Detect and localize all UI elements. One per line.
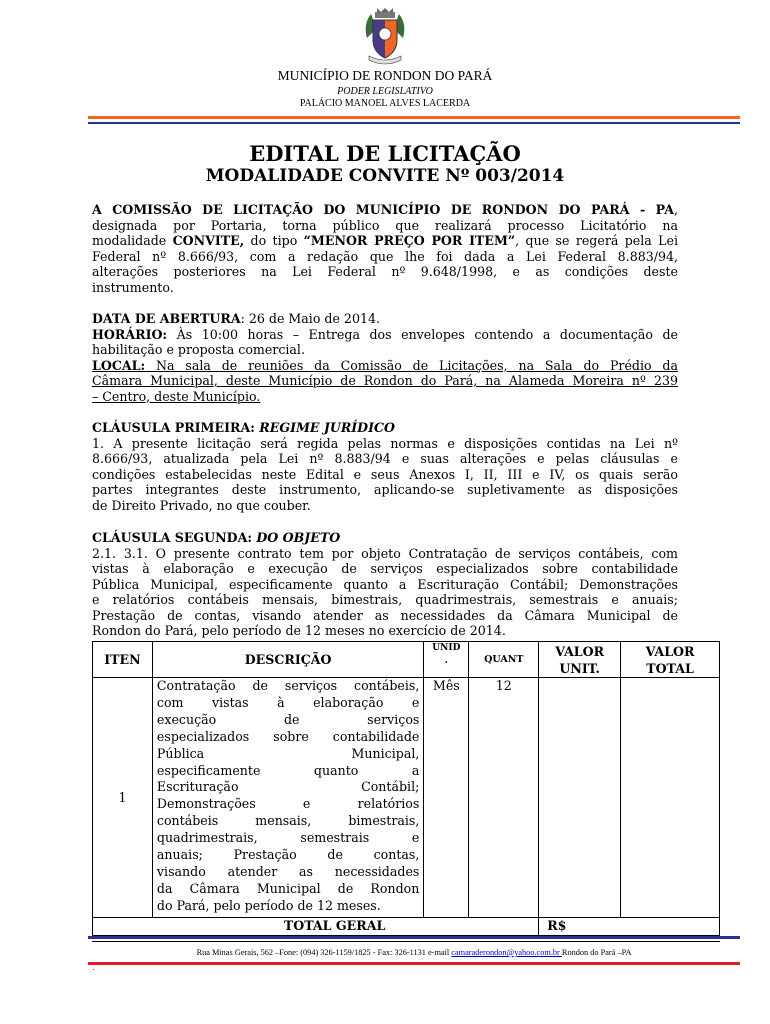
clause-one-line: condições estabelecidas neste Edital e seus Anexos I, II, III e IV, os quais serão [92,466,678,482]
clause-two-heading: CLÁUSULA SEGUNDA: DO OBJETO [92,530,341,545]
opening-place: LOCAL: Na sala de reuniões da Comissão de Licitações, na Sala do Prédio da [92,357,678,373]
row-total-value [621,678,720,918]
footer-rule-blue [88,936,740,939]
clause-two-line: e relatórios contábeis mensais, bimestrais, quadrimestrais, semestrais e anuais; [92,592,678,607]
intro-paragraph [92,202,678,295]
document-title: EDITAL DE LICITAÇÃO [249,141,521,166]
items-table [92,641,720,936]
intro-line: Federal nº 8.666/93, com a redação que lhe foi dada a Lei Federal 8.883/94, [92,248,678,264]
header-quantity: QUANT [469,642,539,678]
intro-line: modalidade CONVITE, do tipo “MENOR PREÇO POR ITEM”, que se regerá pela Lei [92,233,678,248]
header-description: DESCRIÇÃO [152,642,423,678]
total-currency: R$ [539,918,720,936]
document-subtitle: MODALIDADE CONVITE Nº 003/2014 [205,166,565,186]
municipal-crest-icon [361,8,409,66]
header-rule-blue [88,122,740,124]
footer-mark: . [92,963,95,972]
intro-line: A COMISSÃO DE LICITAÇÃO DO MUNICÍPIO DE RONDON DO PARÁ - PA, [92,202,678,217]
opening-time: HORÁRIO: Às 10:00 horas – Entrega dos envelopes contendo a documentação de [92,326,678,342]
footer-contact: Rua Minas Gerais, 562 –Fone: (094) 326-1159/1825 - Fax: 326-1131 e-mail camaraderondon@yahoo.com.br Rondon do Pará –PA [196,948,632,957]
clause-one-line: de Direito Privado, no que couber. [92,497,311,513]
table-header-row [93,642,720,678]
intro-line: instrumento. [92,279,174,295]
header-item: ITEN [93,642,153,678]
row-item: 1 [93,678,153,918]
row-unit: Mês [424,678,469,918]
row-unit-value [539,678,621,918]
clause-two-line: 2.1. 3.1. O presente contrato tem por objeto Contratação de serviços contábeis, com [92,545,678,561]
opening-time-cont: habilitação e proposta comercial. [92,342,305,357]
opening-place-end: – Centro, deste Município. [92,388,261,404]
row-description: Contratação de serviços contábeis, com vistas à elaboração e execução de serviços especializados sobre contabilidade Pública Municipal, especificamente quanto a Escrituração Contábil; Demonstrações e relatórios contábeis mensais, bimestrais, quadrimestrais, semestrais e anuais; Prestação de contas, visando atender as necessidades da Câmara Municipal de Rondon do Pará, pelo período de 12 meses. [152,678,423,918]
header-unit: UNID . [424,642,469,678]
footer-rule-red [88,962,740,965]
table-total-row [93,918,720,936]
clause-two-line: Pública Municipal, especificamente quanto a Escrituração Contábil; Demonstrações [92,576,678,592]
opening-place-cont: Câmara Municipal, deste Município de Rondon do Pará, na Alameda Moreira nº 239 [92,373,678,388]
palace-name: PALÁCIO MANOEL ALVES LACERDA [299,98,471,109]
legislative-branch: PODER LEGISLATIVO [337,86,433,97]
total-label: TOTAL GERAL [93,918,539,936]
clause-two-line: Prestação de contas, visando atender as necessidades da Câmara Municipal de [92,607,678,623]
clause-one [92,420,678,513]
municipality-name: MUNICÍPIO DE RONDON DO PARÁ [277,68,493,83]
clause-one-line: partes integrantes deste instrumento, aplicando-se supletivamente as disposições [92,482,678,497]
header-total-value: VALOR TOTAL [621,642,720,678]
clause-two-line: vistas à elaboração e execução de serviços especializados sobre contabilidade [92,561,678,576]
header-unit-value: VALOR UNIT. [539,642,621,678]
clause-one-line: 1. A presente licitação será regida pelas normas e disposições contidas na Lei nº [92,435,678,451]
clause-two-line: Rondon do Pará, pelo período de 12 meses no exercício de 2014. [92,623,506,638]
clause-one-line: 8.666/93, atualizada pela Lei nº 8.883/94 e suas alterações e pelas cláusulas e [92,451,678,466]
header-rule-orange [88,116,740,119]
footer-rule-thin [92,941,720,942]
clause-one-heading: CLÁUSULA PRIMEIRA: REGIME JURÍDICO [92,420,395,435]
footer-email-link[interactable]: camaraderondon@yahoo.com.br [451,948,562,957]
opening-info [92,311,678,404]
table-row [93,678,720,918]
row-quantity: 12 [469,678,539,918]
opening-date: DATA DE ABERTURA: 26 de Maio de 2014. [92,311,380,326]
clause-two [92,530,678,639]
intro-line: alterações posteriores na Lei Federal nº 9.648/1998, e as condições deste [92,264,678,279]
intro-line: designada por Portaria, torna público que realizará processo Licitatório na [92,217,678,233]
